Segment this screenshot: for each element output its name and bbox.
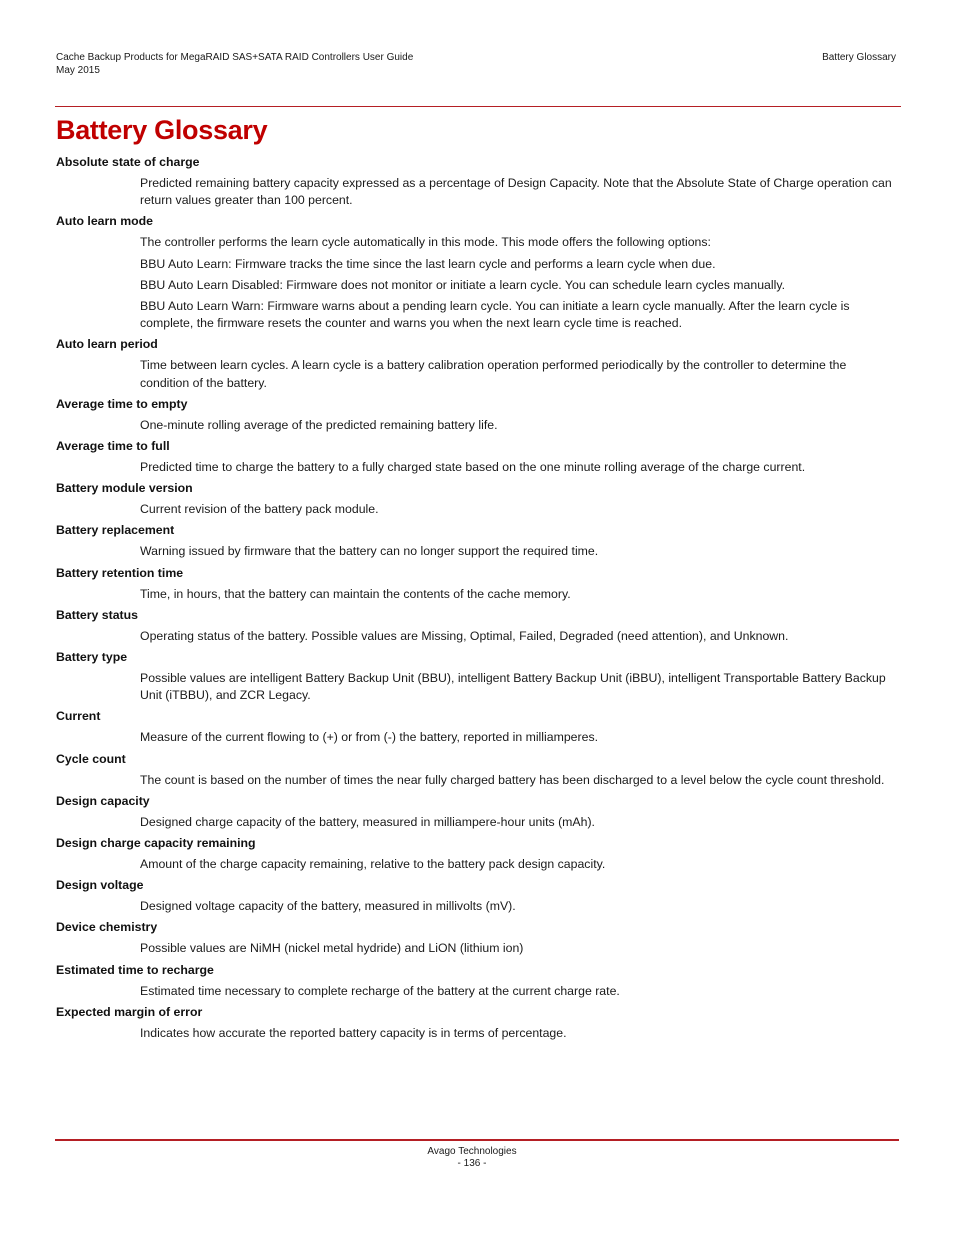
glossary-entry	[56, 396, 896, 434]
header-divider	[55, 106, 901, 107]
section-name: Battery Glossary	[822, 52, 896, 63]
glossary-definition: Time, in hours, that the battery can maintain the contents of the cache memory.	[140, 586, 571, 601]
glossary-list	[56, 150, 896, 1043]
glossary-definition: Designed charge capacity of the battery, measured in milliampere-hour units (mAh).	[140, 814, 595, 829]
glossary-definition: Predicted time to charge the battery to a fully charged state based on the one minute rolling average of the charge current.	[140, 460, 806, 475]
glossary-definition: BBU Auto Learn Disabled: Firmware does not monitor or initiate a learn cycle. You can schedule learn cycles manually.	[140, 277, 786, 292]
glossary-term: Battery status	[56, 607, 139, 622]
glossary-term: Cycle count	[56, 751, 126, 766]
page-number: - 136 -	[457, 1158, 487, 1169]
glossary-term: Design voltage	[56, 878, 144, 893]
glossary-entry	[56, 919, 896, 957]
glossary-entry	[56, 835, 896, 873]
glossary-definition: Time between learn cycles. A learn cycle is a battery calibration operation performed periodically by the controller to determine the condition of the battery.	[140, 358, 847, 390]
glossary-definition: Estimated time necessary to complete recharge of the battery at the current charge rate.	[140, 983, 620, 998]
glossary-definition: Possible values are intelligent Battery Backup Unit (BBU), intelligent Battery Backup Unit (iBBU), intelligent Transportable Battery Backup Unit (iTBBU), and ZCR Legacy.	[140, 671, 886, 703]
glossary-entry	[56, 336, 896, 391]
glossary-entry	[56, 1004, 896, 1042]
document-title: Cache Backup Products for MegaRAID SAS+SATA RAID Controllers User Guide	[56, 52, 414, 63]
page-footer	[0, 1146, 944, 1170]
glossary-entry	[56, 793, 896, 831]
glossary-term: Battery replacement	[56, 523, 175, 538]
glossary-definition: Operating status of the battery. Possible values are Missing, Optimal, Failed, Degraded (need attention), and Unknown.	[140, 628, 789, 643]
glossary-term: Estimated time to recharge	[56, 962, 214, 977]
glossary-term: Absolute state of charge	[56, 155, 200, 169]
glossary-entry	[56, 480, 896, 518]
glossary-definition: Measure of the current flowing to (+) or from (-) the battery, reported in milliamperes.	[140, 730, 599, 745]
glossary-definition: One-minute rolling average of the predicted remaining battery life.	[140, 417, 498, 432]
glossary-entry	[56, 649, 896, 704]
footer-company: Avago Technologies	[427, 1146, 517, 1157]
glossary-entry	[56, 438, 896, 476]
glossary-definition: Possible values are NiMH (nickel metal hydride) and LiON (lithium ion)	[140, 941, 524, 956]
glossary-entry	[56, 565, 896, 603]
glossary-definition: Amount of the charge capacity remaining, relative to the battery pack design capacity.	[140, 857, 606, 872]
header-left	[56, 52, 413, 77]
glossary-entry	[56, 708, 896, 746]
glossary-term: Auto learn period	[56, 337, 158, 352]
glossary-entry	[56, 607, 896, 645]
glossary-definition: Predicted remaining battery capacity expressed as a percentage of Design Capacity. Note that the Absolute State of Charge operation can return values greater than 100 percent.	[140, 176, 892, 208]
glossary-entry	[56, 751, 896, 789]
glossary-definition: BBU Auto Learn Warn: Firmware warns about a pending learn cycle. You can initiate a learn cycle manually. After the learn cycle is complete, the firmware resets the counter and warns you when the next learn cycle time is reached.	[140, 299, 850, 331]
glossary-term: Battery module version	[56, 481, 193, 496]
glossary-entry	[56, 962, 896, 1000]
glossary-entry	[56, 213, 896, 332]
glossary-term: Device chemistry	[56, 920, 158, 935]
glossary-definition: Designed voltage capacity of the battery, measured in millivolts (mV).	[140, 899, 516, 914]
glossary-term: Current	[56, 709, 101, 724]
glossary-term: Battery retention time	[56, 565, 184, 580]
glossary-definition: Indicates how accurate the reported battery capacity is in terms of percentage.	[140, 1025, 567, 1040]
glossary-definition: BBU Auto Learn: Firmware tracks the time since the last learn cycle and performs a learn cycle when due.	[140, 256, 716, 271]
glossary-definition: Current revision of the battery pack module.	[140, 502, 379, 517]
glossary-entry	[56, 154, 896, 209]
glossary-entry	[56, 522, 896, 560]
glossary-term: Expected margin of error	[56, 1004, 203, 1019]
glossary-term: Average time to full	[56, 439, 170, 454]
page-title: Battery Glossary	[56, 115, 268, 145]
glossary-term: Battery type	[56, 650, 128, 665]
glossary-definition: The count is based on the number of times the near fully charged battery has been discharged to a level below the cycle count threshold.	[140, 772, 885, 787]
document-date: May 2015	[56, 64, 100, 76]
glossary-term: Average time to empty	[56, 396, 188, 411]
glossary-term: Design charge capacity remaining	[56, 836, 256, 851]
glossary-entry	[56, 877, 896, 915]
footer-divider	[55, 1139, 899, 1141]
glossary-definition: The controller performs the learn cycle automatically in this mode. This mode offers the following options:	[140, 235, 711, 250]
glossary-definition: Warning issued by firmware that the battery can no longer support the required time.	[140, 544, 599, 559]
glossary-term: Auto learn mode	[56, 214, 154, 229]
glossary-term: Design capacity	[56, 793, 150, 808]
